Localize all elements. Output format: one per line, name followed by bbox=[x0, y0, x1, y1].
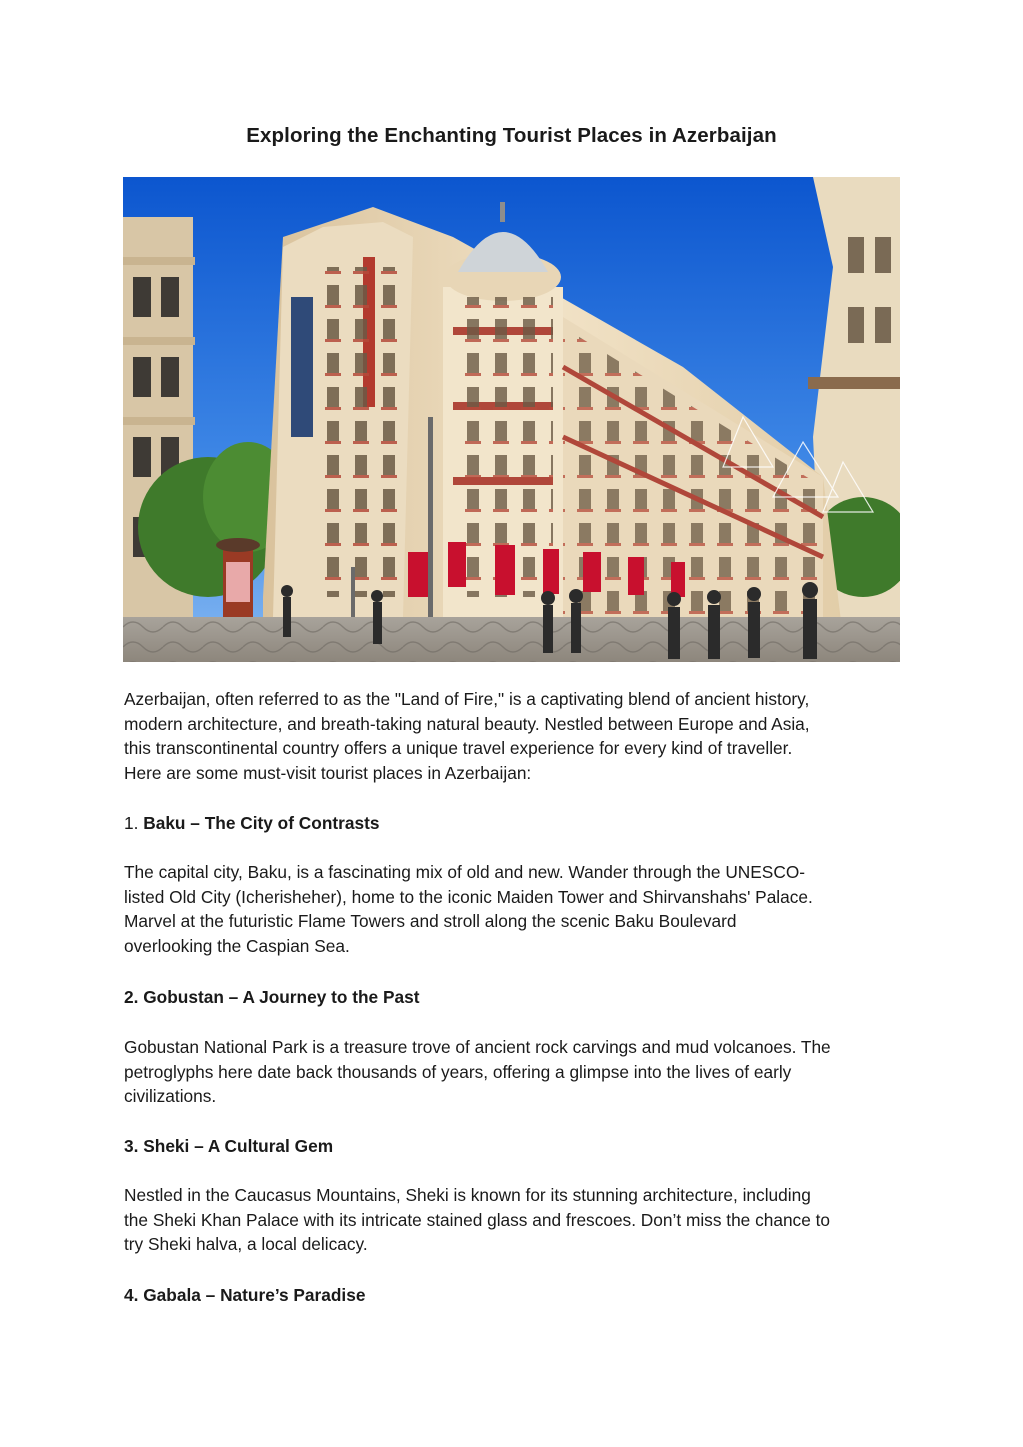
paragraph-line: the Sheki Khan Palace with its intricate stained glass and frescoes. Don’t miss the chance to bbox=[124, 1209, 831, 1230]
section-heading-baku bbox=[124, 811, 379, 835]
intro-line: Azerbaijan, often referred to as the "Land of Fire," is a captivating blend of ancient history, bbox=[124, 689, 810, 709]
section-paragraph-gobustan bbox=[124, 1035, 904, 1109]
paragraph-line: The capital city, Baku, is a fascinating mix of old and new. Wander through the UNESCO- bbox=[124, 862, 806, 882]
paragraph-line: Marvel at the futuristic Flame Towers and stroll along the scenic Baku Boulevard bbox=[124, 911, 737, 932]
section-paragraph-baku bbox=[124, 860, 904, 958]
section-title: Baku – The City of Contrasts bbox=[143, 813, 380, 833]
section-number: 4. bbox=[124, 1285, 139, 1305]
section-number: 2. bbox=[124, 987, 139, 1007]
section-title: Gobustan – A Journey to the Past bbox=[143, 987, 420, 1007]
paragraph-line: Nestled in the Caucasus Mountains, Sheki is known for its stunning architecture, including bbox=[124, 1185, 811, 1205]
intro-line: modern architecture, and breath-taking natural beauty. Nestled between Europe and Asia, bbox=[124, 713, 810, 734]
paragraph-line: listed Old City (Icherisheher), home to the iconic Maiden Tower and Shirvanshahs' Palace. bbox=[124, 886, 813, 907]
section-heading-gobustan bbox=[124, 985, 419, 1009]
hero-photo bbox=[123, 177, 900, 662]
paragraph-line: overlooking the Caspian Sea. bbox=[124, 935, 350, 956]
paragraph-line: try Sheki halva, a local delicacy. bbox=[124, 1234, 368, 1255]
intro-paragraph bbox=[124, 687, 904, 785]
intro-line: Here are some must-visit tourist places in Azerbaijan: bbox=[124, 762, 532, 783]
paragraph-line: petroglyphs here date back thousands of years, offering a glimpse into the lives of early bbox=[124, 1061, 792, 1082]
section-paragraph-sheki bbox=[124, 1183, 904, 1257]
section-number: 3. bbox=[124, 1136, 139, 1156]
page-title: Exploring the Enchanting Tourist Places in Azerbaijan bbox=[246, 124, 777, 147]
section-title: Gabala – Nature’s Paradise bbox=[143, 1285, 366, 1305]
section-number: 1. bbox=[124, 813, 139, 833]
section-heading-sheki bbox=[124, 1134, 333, 1158]
section-title: Sheki – A Cultural Gem bbox=[143, 1136, 334, 1156]
paragraph-line: civilizations. bbox=[124, 1086, 217, 1107]
paragraph-line: Gobustan National Park is a treasure trove of ancient rock carvings and mud volcanoes. The bbox=[124, 1037, 831, 1057]
baku-street-illustration bbox=[123, 177, 900, 662]
section-heading-gabala bbox=[124, 1283, 365, 1307]
intro-line: this transcontinental country offers a unique travel experience for every kind of traveller. bbox=[124, 738, 793, 759]
